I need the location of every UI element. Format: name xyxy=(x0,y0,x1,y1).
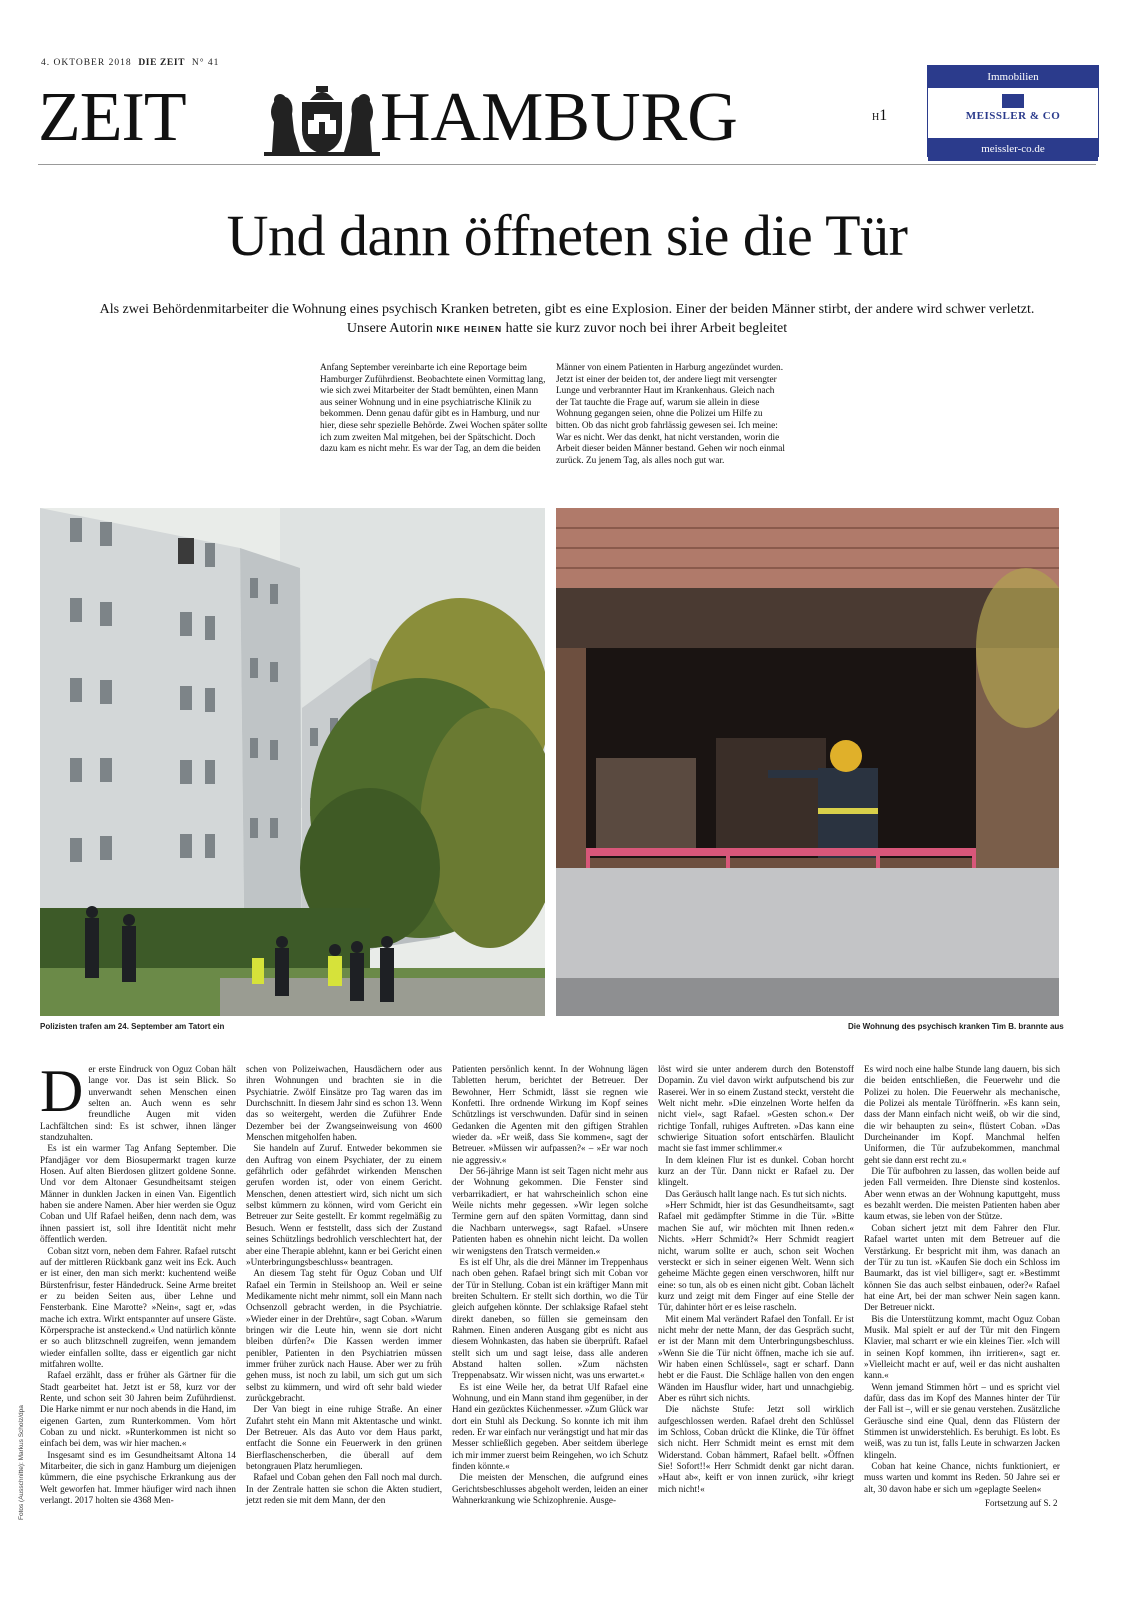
intro-column-right xyxy=(556,363,788,467)
paragraph: Rafael und Coban gehen den Fall noch mal durch. In der Zentrale hatten sie schon die Akten studiert, jetzt reden sie mit dem Mann, der den xyxy=(246,1472,442,1506)
paragraph: Es wird noch eine halbe Stunde lang dauern, bis sich die beiden entschließen, die Feuerwehr und die Polizei zu holen. Die Feuerwehr als mechanische, die Polizei als mentale Türöffnerin. »Es kann sein, dass der Mann einfach nicht weiß, ob wir die sind, die wir behaupten zu sein«, flüstert Coban. »Das Durcheinander im Kopf. Manchmal helfen Uniformen, die Tür aufzubekommen, manchmal geht sie dann erst recht zu.« xyxy=(864,1064,1060,1165)
paragraph: Coban sichert jetzt mit dem Fahrer den Flur. Rafael wartet unten mit dem Betreuer auf die Verstärkung. Er bespricht mit ihm, was danach an der Tür zu tun ist. »Kaufen Sie doch ein Schloss im Baumarkt, das ist viel billiger«, sagt er. »Bestimmt können Sie das auch selbst einbauen, oder?« Rafael hat eine Art, bei der man schwer Nein sagen kann. Der Betreuer nickt. xyxy=(864,1222,1060,1313)
masthead-hamburg: HAMBURG xyxy=(380,79,738,156)
photo-police-building xyxy=(40,508,545,1016)
paragraph: Die meisten der Menschen, die aufgrund eines Gerichtsbeschlusses abgeholt werden, leiden an einer Wahnerkrankung wie Schizophrenie. Ausge- xyxy=(452,1472,648,1506)
paragraph: An diesem Tag steht für Oguz Coban und Ulf Rafael ein Termin in Steilshoop an. Weil er seine Medikamente nicht mehr nimmt, soll ein Mann nach Ochsenzoll gebracht werden, in die Psychiatrie. »Wieder einer in der Drehtür«, sagt Coban. »Warum bringen wir die Leute hin, wenn sie dort nicht bleiben dürfen?« Die Kassen werden immer penibler, Patienten in den Psychiatrien müssen immer früher zurück nach Hause. Aber wer zu früh gehen muss, ist noch zu labil, um sich gut um sich selbst zu kümmern, und wird oft sehr bald wieder zurückgebracht. xyxy=(246,1268,442,1403)
paragraph: »Herr Schmidt, hier ist das Gesundheitsamt«, sagt Rafael mit gedämpfter Stimme in die Tür. »Bitte machen Sie auf, wir möchten mit Ihnen reden.« Nichts. »Herr Schmidt?« Herr Schmidt reagiert nicht, warum sollte er auch, schon seit Wochen versteckt er sich in seiner eigenen Welt. Wenn sich geheime Mächte gegen einen verschworen, hilft nur eine: so tun, als ob es einen nicht gibt. Coban lächelt kurz und zeigt mit dem Finger auf eine Stelle der Tür, dahinter hört er es leise rascheln. xyxy=(658,1200,854,1313)
ad-brand-name: MEISSLER & CO xyxy=(965,110,1061,122)
paragraph: Die Tür aufbohren zu lassen, das wollen beide auf jeden Fall vermeiden. Ihre Dienste sind kostenlos. Aber wenn etwas an der Wohnung kaputtgeht, muss es bezahlt werden. Die meisten Patienten haben aber kaum etwas, sie leben von der Stütze. xyxy=(864,1166,1060,1222)
paragraph: Es ist eine Weile her, da betrat Ulf Rafael eine Wohnung, und ein Mann stand ihm gegenüber, in der Hand ein gezücktes Küchenmesser. »Zum Glück war dort ein Stuhl als Deckung. So konnte ich mit ihm reden. Er war einfach nur verängstigt und hat mir das Messer schließlich gegeben. Aber seitdem überlege ich mir immer zuerst beim Reingehen, wo ich Schutz finden könnte.« xyxy=(452,1381,648,1472)
paragraph: Insgesamt sind es im Gesundheitsamt Altona 14 Mitarbeiter, die sich in ganz Hamburg um diejenigen kümmern, die eine psychische Erkrankung aus der Welt geworfen hat. Immer häufiger wird nach ihnen verlangt. 2017 holten sie 4368 Men- xyxy=(40,1449,236,1506)
ad-url[interactable]: meissler-co.de xyxy=(928,138,1098,161)
continuation-note[interactable]: Fortsetzung auf S. 2 xyxy=(985,1498,1058,1508)
intro-text-left: Anfang September vereinbarte ich eine Reportage beim Hamburger Zuführdienst. Beobachtete einen Vormittag lang, wie sich zwei Mitarbeiter der Stadt bemühten, einen Mann aus seiner Wohnung und in eine psychiatrische Klinik zu bekommen. Denn genau dafür gibt es in Hamburg, und nur hier, diese sehr spezielle Behörde. Zwei Wochen später sollte ich zum zweiten Mal mitgehen, bei der Spätschicht. Doch dazu kam es nicht mehr. Es war der Tag, an dem die beiden xyxy=(320,363,548,455)
paragraph: Sie handeln auf Zuruf. Entweder bekommen sie den Auftrag von einem Psychiater, der zu einem gefährlich oder gefährdet wirkenden Menschen gerufen worden ist, oder von einem Gericht. Menschen, denen attestiert wird, sich nicht um sich selbst kümmern zu können, wird vom Gericht ein Betreuer zur Seite gestellt. Er kommt regelmäßig zu Besuch. Wenn er feststellt, dass sich der Zustand seines Schützlings bedrohlich verschlechtert hat, der aber eine Therapie ablehnt, kann er bei Gericht einen »Unterbringungsbeschluss« beantragen. xyxy=(246,1143,442,1267)
section-letter: H xyxy=(872,112,880,123)
paragraph: Mit einem Mal verändert Rafael den Tonfall. Er ist nicht mehr der nette Mann, der das Gespräch sucht, er ist der Mann mit dem Unterbringungsbeschluss. »Wenn Sie die Tür nicht öffnen, mache ich sie auf. Wir haben einen Schlüssel«, sagt er scharf. Dann hebt er die Faust. Die Schläge hallen von den engen Wänden im Hausflur wider, hart und unnachgiebig. Aber es rührt sich nichts. xyxy=(658,1313,854,1403)
paragraph: Es ist ein warmer Tag Anfang September. Die Pfandjäger vor dem Biosupermarkt tragen kurze Hosen. Auf alten Bierdosen glitzert goldene Sonne. Und vor dem Altonaer Gesundheitsamt steigen Männer in dunklen Jacken in einen Van. Eigentlich haben sie andere Namen. Aber hier werden sie Oguz Coban und Ulf Rafael heißen, denn nach dem, was ihnen passiert ist, soll ihre Identität nicht mehr öffentlich werden. xyxy=(40,1143,236,1245)
paragraph: Die nächste Stufe: Jetzt soll wirklich aufgeschlossen werden. Rafael dreht den Schlüssel im Schloss, Coban drückt die Klinke, die Tür öffnet sich nicht. Herr Schmidt meint es ernst mit dem Widerstand. Coban hämmert, Rafael bellt. »Öffnen Sie! Sofort!!« Herr Schmidt denkt gar nicht daran. »Haut ab«, keift er von innen zurück, »ihr kriegt mich nicht!« xyxy=(658,1404,854,1494)
paragraph: Der Van biegt in eine ruhige Straße. An einer Zufahrt steht ein Mann mit Aktentasche und winkt. Der Betreuer. Als das Auto vor dem Haus parkt, entfacht die Sonne ein Feuerwerk in den grünen Bierflaschenscherben, die überall auf dem betongrauen Platz herumliegen. xyxy=(246,1404,442,1472)
dateline xyxy=(41,58,219,68)
body-column-3 xyxy=(452,1064,648,1506)
body-column-4 xyxy=(658,1064,854,1495)
paragraph: Patienten persönlich kennt. In der Wohnung lägen Tabletten herum, berichtet der Betreuer. Der Bewohner, Herr Schmidt, lässt sie regnen wie Konfetti. Ihre ordnende Wirkung im Kopf seines Schützlings ist verschwunden. Dafür sind in seinen Gedanken die Agenten mit den giftigen Strahlen wieder da. »Er weiß, dass Sie kommen«, sagt der Betreuer. »Müssen wir aufpassen?« – »Er war noch nie aggressiv.« xyxy=(452,1064,648,1165)
body-column-5 xyxy=(864,1064,1060,1495)
photo-burned-apartment xyxy=(556,508,1059,1016)
ad-brand-block xyxy=(928,94,1098,138)
paragraph: In dem kleinen Flur ist es dunkel. Coban horcht kurz an der Tür. Dann nickt er Rafael zu. Der klingelt. xyxy=(658,1154,854,1188)
paragraph: Coban hat keine Chance, nichts funktioniert, er muss warten und kommt ins Reden. 50 Jahre sei er alt, 30 davon habe er sich um »geplagte Seelen« xyxy=(864,1461,1060,1494)
paragraph: Es ist elf Uhr, als die drei Männer im Treppenhaus nach oben gehen. Rafael bringt sich mit Coban vor der Tür in Stellung. Coban ist ein kräftiger Mann mit breiten Schultern. Er stellt sich dorthin, wo die Tür gleich aufgehen könnte. Der schlaksige Rafael steht direkt daneben, so füllen sie gemeinsam den Rahmen. Einen anderen Ausgang gibt es nicht aus diesem Wohnkasten, das haben sie überprüft. Rafael stellt sich um und sagt leise, dass alle anderen Abstand halten sollen. »Zum nächsten Treppenabsatz. Wir wissen nicht, was uns erwartet.« xyxy=(452,1256,648,1381)
paragraph: Rafael erzählt, dass er früher als Gärtner für die Stadt gearbeitet hat. Jetzt ist er 58, kurz vor der Rente, und schon seit 30 Jahren beim Zuführdienst. Die Harke nimmt er nur noch abends in die Hand, im eigenen Garten, zum Runterkommen. Vom hört Coban zu und nickt. »Runterkommen ist nicht so einfach bei dem, was wir hier machen.« xyxy=(40,1370,236,1449)
caption-left: Polizisten trafen am 24. September am Tatort ein xyxy=(40,1022,225,1031)
lead-paragraph xyxy=(70,300,1064,339)
paper-name: DIE ZEIT xyxy=(138,58,186,68)
paragraph: Der 56-jährige Mann ist seit Tagen nicht mehr aus der Wohnung gekommen. Die Fenster sind verbarrikadiert, er hat wahrscheinlich schon eine Weile nichts mehr gegessen. »Wir legen solche Termine gern auf den späten Vormittag, dann sind die Nachbarn unterwegs«, sagt Rafael. »Unsere Patienten haben es ohnehin nicht leicht. Da wollen wir wenigstens den Tratsch vermeiden.« xyxy=(452,1166,648,1256)
paragraph: schen von Polizeiwachen, Hausdächern oder aus ihren Wohnungen und brachten sie in die Psychiatrie. Zwölf Einsätze pro Tag waren das im Durchschnitt. In diesem Jahr sind es schon 13. Wenn das so weitergeht, werden die Zuführer Ende Dezember bei der Zwangseinweisung von 4600 Menschen mitgeholfen haben. xyxy=(246,1064,442,1143)
drop-cap: D xyxy=(40,1058,84,1124)
paragraph: Das Geräusch hallt lange nach. Es tut sich nichts. xyxy=(665,1188,847,1199)
paragraph: löst wird sie unter anderem durch den Botenstoff Dopamin. Zu viel davon wirkt aufputschend bis zur Raserei. Wer in so einem Zustand steckt, versteht die Welt nicht mehr. »Die einzelnen Worte helfen da nicht viel«, sagt Rafael. »Gesten schon.« Der richtige Tonfall, ruhiges Auftreten. »Das kann eine schwierige Situation sofort entschärfen. Blaulicht macht sie fast immer schlimmer.« xyxy=(658,1064,854,1154)
advertisement[interactable] xyxy=(927,65,1099,157)
issue-date: 4. OKTOBER 2018 xyxy=(41,58,132,68)
headline: Und dann öffneten sie die Tür xyxy=(226,203,908,268)
section-page-number xyxy=(872,107,887,125)
author-name: NIKE HEINEN xyxy=(436,324,503,334)
intro-text-right: Männer von einem Patienten in Harburg angezündet wurden. Jetzt ist einer der beiden tot, der andere liegt mit versengter Lunge und verbrannter Haut im Krankenhaus. Gleich nach der Tat tauchte die Frage auf, warum sie allein in diese Wohnung gegangen seien, ohne die Polizei um Hilfe zu bitten. Ob das nicht grob fahrlässig gewesen sei. Ich meine: War es nicht. Wer das denkt, hat nicht verstanden, worin die Arbeit dieser beiden Männer bestand. Gehen wir noch einmal zurück. Zu jenem Tag, als alles noch gut war. xyxy=(556,363,785,466)
hamburg-crest-icon xyxy=(264,82,380,156)
section-number: 1 xyxy=(879,107,888,124)
issue-number: N° 41 xyxy=(191,58,220,68)
paragraph: Bis die Unterstützung kommt, macht Oguz Coban Musik. Mal spielt er auf der Tür mit den Fingern Klavier, mal scharrt er wie ein kleines Tier. »Ich will in seinen Kopf kommen, ihn irritieren«, sagt er. »Vielleicht macht er auf, weil er das nicht aushalten kann.« xyxy=(864,1313,1060,1381)
house-logo-icon xyxy=(1002,94,1024,108)
ad-category: Immobilien xyxy=(928,66,1098,88)
paragraph: Der erste Eindruck von Oguz Coban hält lange vor. Das ist sein Blick. So unverwandt sehen Menschen einen selten an. Auch wenn es sehr freundliche Augen mit viden Lachfältchen sind: Es ist schwer, ihnen länger standzuhalten. xyxy=(40,1058,236,1143)
masthead xyxy=(38,76,918,160)
lead-author-pre: Unsere Autorin xyxy=(346,321,433,336)
paragraph: Wenn jemand Stimmen hört – und es spricht viel dafür, dass das im Kopf des Mannes hinter der Tür der Fall ist –, will er sie genau verstehen. Zusätzliche Geräusche sind eine Qual, denn das Flüstern der Stimmen ist unwiderstehlich. Es beruhigt. Es lobt. Es weiß, was zu tun ist, falls Leute in schwarzen Jacken klingeln. xyxy=(864,1381,1060,1460)
lead-author-post: hatte sie kurz zuvor noch bei ihrer Arbeit begleitet xyxy=(505,321,788,336)
body-column-1 xyxy=(40,1058,236,1506)
photo-credit: Fotos (Ausschnitte): Markus Scholz/dpa xyxy=(18,1405,25,1520)
lead-text: Als zwei Behördenmitarbeiter die Wohnung eines psychisch Kranken betreten, gibt es eine Explosion. Einer der beiden Männer stirbt, der andere wird schwer verletzt. xyxy=(99,302,1035,317)
intro-column-left xyxy=(320,363,552,456)
caption-right: Die Wohnung des psychisch kranken Tim B. brannte aus xyxy=(848,1022,1064,1031)
body-column-2 xyxy=(246,1064,442,1506)
paragraph: Coban sitzt vorn, neben dem Fahrer. Rafael rutscht auf der mittleren Rückbank ganz weit ins Eck. Auch er ist einer, den man sich merkt: kuchentend weiße Bürstenfrisur, fester Händedruck. Seine Arme breitet er zu beiden Seiten aus, über Lehne und Fensterbank. Eine Marotte? »Nein«, sagt er, »das mache ich extra. Wirkt entspannter auf unsere Gäste. Körpersprache ist ansteckend.« Und natürlich könnte er so auch blitzschnell zugreifen, wenn jemandem wieder einfallen sollte, dass er eigentlich gar nicht mitfahren wollte. xyxy=(40,1245,236,1369)
masthead-zeit: ZEIT xyxy=(38,79,186,156)
masthead-divider xyxy=(38,164,1096,165)
